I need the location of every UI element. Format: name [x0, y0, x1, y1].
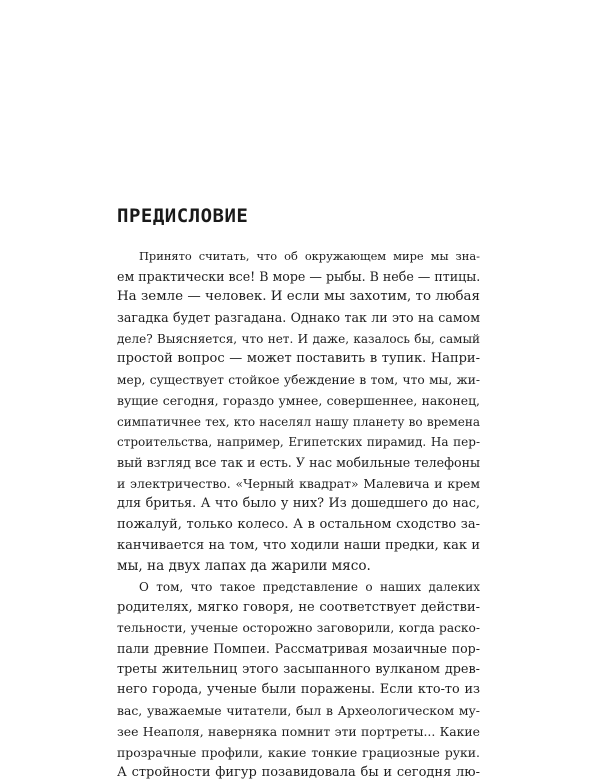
- text-line: симпатичнее тех, кто населял нашу планету во времена: [117, 414, 480, 429]
- text-line: канчивается на том, что ходили наши предки, как и: [117, 537, 480, 553]
- text-line: ем практически все! В море — рыбы. В небе — птицы.: [117, 268, 481, 284]
- text-line: прозрачные профили, какие тонкие грациозные руки.: [117, 744, 480, 760]
- text-line: деле? Выясняется, что нет. И даже, казалось бы, самый: [117, 331, 480, 346]
- text-line: пожалуй, только колесо. А в остальном сходство за-: [117, 516, 480, 532]
- text-line: него города, ученые были поражены. Если кто-то из: [117, 682, 480, 698]
- text-line: вый взгляд все так и есть. У нас мобильные телефоны: [117, 454, 480, 470]
- text-line: строительства, например, Египетских пирамид. На пер-: [117, 435, 480, 450]
- text-line: тельности, ученые осторожно заговорили, когда раско-: [117, 621, 480, 636]
- text-line: вас, уважаемые читатели, был в Археологическом му-: [117, 703, 480, 719]
- chapter-heading: ПРЕДИСЛОВИЕ: [117, 205, 249, 227]
- text-line: мы, на двух лапах да жарили мясо.: [117, 558, 371, 575]
- text-line: пали древние Помпеи. Рассматривая мозаичные пор-: [117, 641, 480, 657]
- text-line: для бритья. А что было у них? Из дошедшего до нас,: [117, 496, 480, 512]
- text-line: простой вопрос — может поставить в тупик. Напри-: [117, 351, 480, 367]
- text-line: и электричество. «Черный квадрат» Малевича и крем: [117, 475, 480, 491]
- text-line: треты жительниц этого засыпанного вулканом древ-: [117, 661, 480, 677]
- text-line: На земле — человек. И если мы захотим, то любая: [117, 289, 480, 305]
- text-line: загадка будет разгадана. Однако так ли это на самом: [117, 310, 480, 326]
- text-line: родителях, мягко говоря, не соответствует действи-: [117, 599, 480, 615]
- text-line: мер, существует стойкое убеждение в том, что мы, жи-: [117, 373, 480, 388]
- text-line: А стройности фигур позавидовала бы и сегодня лю-: [117, 765, 480, 781]
- text-line: Принято считать, что об окружающем мире мы зна-: [139, 249, 480, 263]
- text-line: вущие сегодня, гораздо умнее, совершеннее, наконец,: [117, 392, 480, 408]
- text-line: О том, что такое представление о наших далеких: [139, 580, 480, 594]
- text-line: зее Неаполя, наверняка помнит эти портреты... Какие: [117, 723, 480, 739]
- body-text: [117, 246, 480, 784]
